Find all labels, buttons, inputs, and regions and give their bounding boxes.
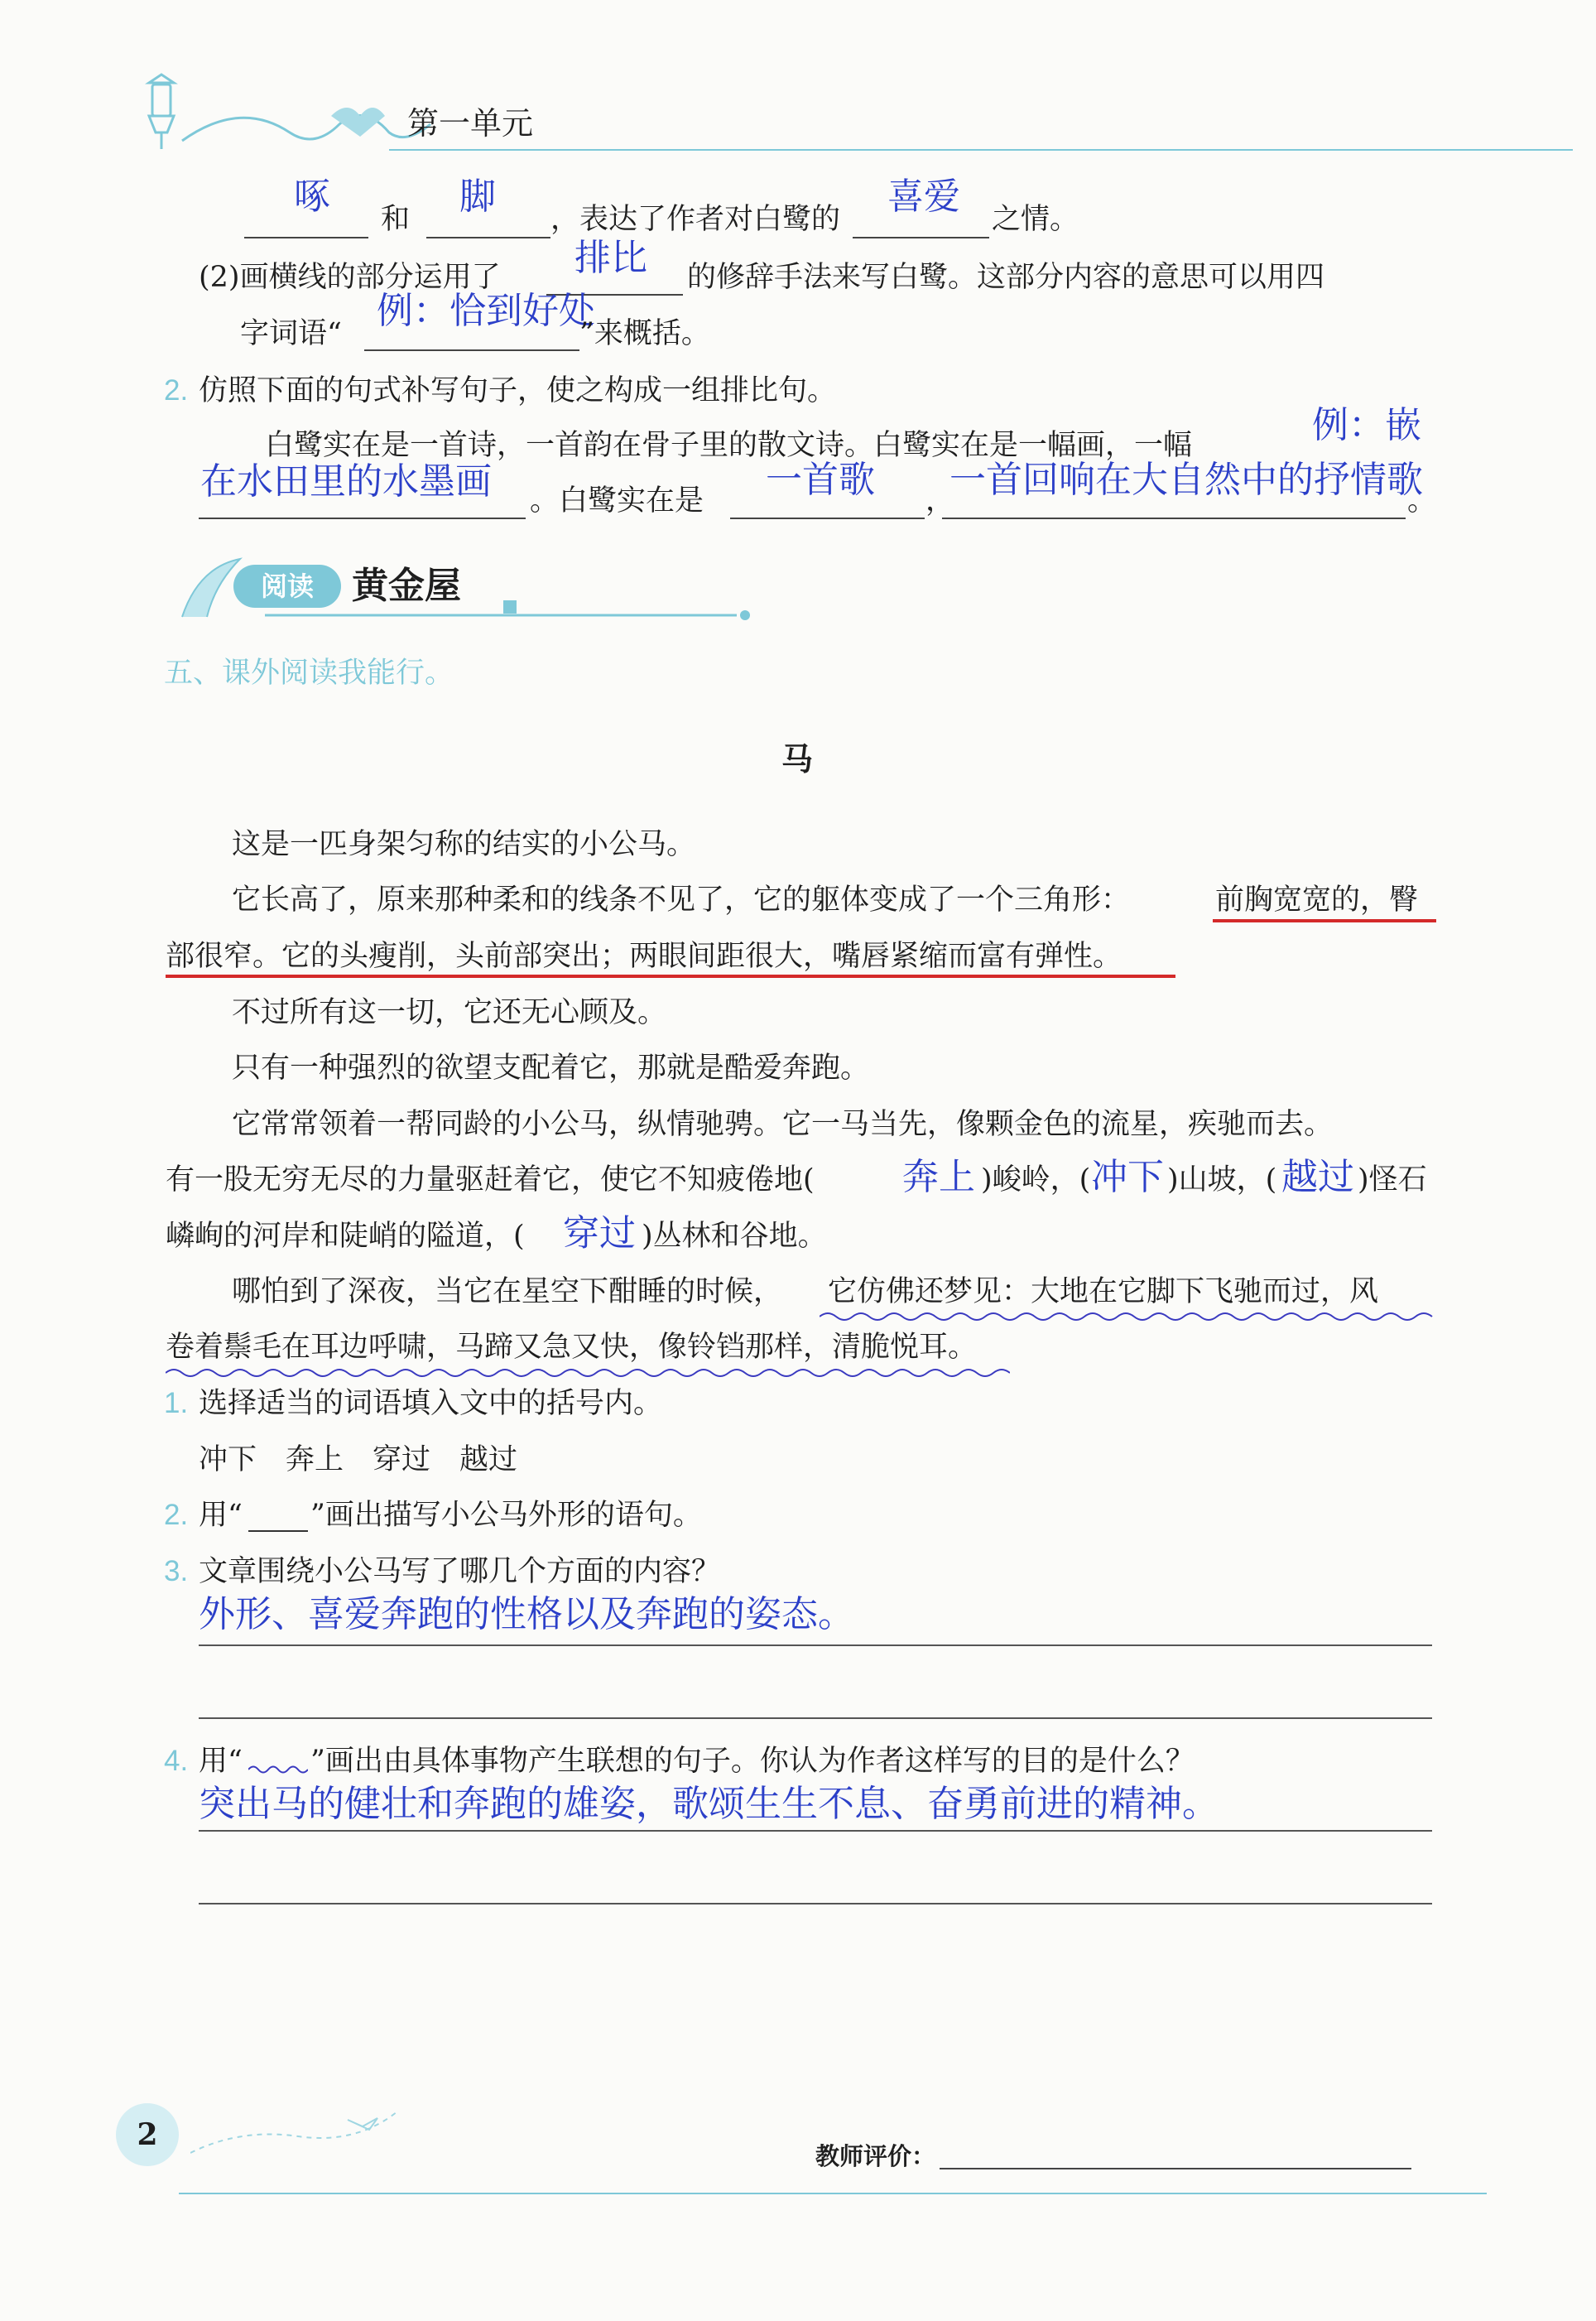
wavy-underlined-sentence: 它仿佛还梦见：大地在它脚下飞驰而过，风 (828, 1275, 1379, 1308)
section-badge: 阅读 (233, 565, 341, 608)
question-text: ”画出由具体事物产生联想的句子。你认为作者这样写的目的是什么？ (310, 1745, 1195, 1778)
teacher-eval-field[interactable] (940, 2168, 1411, 2169)
answer-handwritten: 例：恰到好处 (377, 290, 595, 332)
article-paragraph: 不过所有这一切，它还无心顾及。 (232, 996, 667, 1029)
answer-blank (244, 237, 368, 238)
article-paragraph: )丛林和谷地。 (642, 1220, 827, 1253)
question-number: 3. (164, 1555, 189, 1587)
article-paragraph: 它常常领着一帮同龄的小公马，纵情驰骋。它一马当先，像颗金色的流星，疾驰而去。 (232, 1108, 1334, 1141)
answer-handwritten: 喜爱 (887, 176, 960, 218)
question-number: 1. (164, 1387, 189, 1419)
red-underline (166, 975, 1175, 978)
answer-handwritten: 奔上 (902, 1156, 975, 1198)
answer-handwritten: 穿过 (563, 1212, 636, 1254)
answer-handwritten: 突出马的健壮和奔跑的雄姿，歌颂生生不息、奋勇前进的精神。 (199, 1783, 1219, 1825)
page-number: 2 (116, 2103, 179, 2166)
question-text: 用“ (199, 1499, 243, 1532)
answer-handwritten: 排比 (574, 237, 647, 279)
header-decoration (124, 66, 455, 157)
passage-line: 。白鹭实在是 (530, 484, 704, 518)
wavy-underlined-sentence: 卷着鬃毛在耳边呼啸，马蹄又急又快，像铃铛那样，清脆悦耳。 (166, 1331, 978, 1364)
answer-handwritten: 例：嵌 (1312, 404, 1421, 446)
article-paragraph: 它长高了，原来那种柔和的线条不见了，它的躯体变成了一个三角形： (232, 884, 1131, 917)
underlined-sentence: 部很窄。它的头瘦削，头前部突出；两眼间距很大，嘴唇紧缩而富有弹性。 (166, 940, 1122, 973)
question-number: 2. (164, 374, 189, 407)
bird-icon (190, 2103, 406, 2169)
article-paragraph: 只有一种强烈的欲望支配着它，那就是酷爱奔跑。 (232, 1052, 870, 1085)
underlined-sentence: 前胸宽宽的，臀 (1215, 884, 1419, 917)
article-paragraph: 哪怕到了深夜，当它在星空下酣睡的时候， (232, 1275, 783, 1308)
answer-line (199, 1903, 1432, 1904)
question-text: 仿照下面的句式补写句子，使之构成一组排比句。 (199, 374, 837, 407)
article-paragraph: 这是一匹身架匀称的结实的小公马。 (232, 828, 696, 861)
answer-line (199, 1644, 1432, 1646)
wavy-underline (820, 1310, 1449, 1323)
answer-handwritten: 外形、喜爱奔跑的性格以及奔跑的姿态。 (199, 1593, 854, 1635)
article-paragraph: 有一股无穷无尽的力量驱赶着它，使它不知疲倦地( (166, 1163, 815, 1197)
answer-handwritten: 一首歌 (766, 459, 875, 501)
question-number: 4. (164, 1745, 189, 1777)
teacher-eval-label: 教师评价： (815, 2144, 936, 2170)
article-paragraph: )峻岭，( (981, 1163, 1091, 1197)
answer-blank (426, 237, 550, 238)
static-text: 和 (381, 203, 411, 236)
article-paragraph: 嶙峋的河岸和陡峭的隘道，( (166, 1220, 525, 1253)
answer-blank (942, 518, 1406, 519)
question-text: ”来概括。 (579, 317, 710, 350)
answer-handwritten: 脚 (459, 176, 496, 218)
answer-handwritten: 越过 (1281, 1156, 1354, 1198)
answer-handwritten: 冲下 (1091, 1156, 1164, 1198)
word-options: 冲下 奔上 穿过 越过 (199, 1443, 518, 1476)
header-title: 第一单元 (407, 107, 534, 142)
red-underline (1213, 919, 1436, 922)
static-text: 之情。 (992, 203, 1079, 236)
straight-line-sample (248, 1530, 308, 1532)
question-text: (2)画横线的部分运用了 (199, 261, 501, 294)
question-text: 字词语“ (240, 317, 342, 350)
footer-rule (179, 2193, 1487, 2194)
answer-blank (199, 518, 526, 519)
answer-blank (853, 237, 989, 238)
answer-blank (730, 518, 925, 519)
question-text: 选择适当的词语填入文中的括号内。 (199, 1387, 663, 1420)
wavy-underline (166, 1366, 1010, 1380)
question-number: 2. (164, 1499, 189, 1531)
wavy-line-sample (248, 1764, 308, 1775)
answer-blank (364, 349, 579, 351)
answer-line (199, 1717, 1432, 1719)
answer-handwritten: 啄 (294, 176, 330, 218)
article-paragraph: )山坡，( (1167, 1163, 1277, 1197)
section-title: 黄金屋 (352, 565, 461, 607)
answer-handwritten: 一首回响在大自然中的抒情歌 (949, 459, 1423, 501)
question-text: 的修辞手法来写白鹭。这部分内容的意思可以用四 (687, 261, 1325, 294)
static-text: ，表达了作者对白鹭的 (550, 203, 841, 236)
passage-line: ， (925, 484, 955, 518)
passage-line: 。 (1407, 484, 1437, 518)
article-paragraph: )怪石 (1358, 1163, 1427, 1197)
section-subtitle: 五、课外阅读我能行。 (164, 657, 454, 689)
article-title: 马 (781, 740, 814, 778)
answer-line (199, 1830, 1432, 1832)
question-text: 文章围绕小公马写了哪几个方面的内容？ (199, 1555, 721, 1588)
question-text: ”画出描写小公马外形的语句。 (310, 1499, 702, 1532)
header-rule (389, 149, 1573, 151)
lamp-icon (124, 66, 455, 157)
answer-handwritten: 在水田里的水墨画 (200, 460, 492, 503)
passage-line: 白鹭实在是一首诗，一首韵在骨子里的散文诗。白鹭实在是一幅画，一幅 (265, 429, 1193, 462)
question-text: 用“ (199, 1745, 243, 1778)
